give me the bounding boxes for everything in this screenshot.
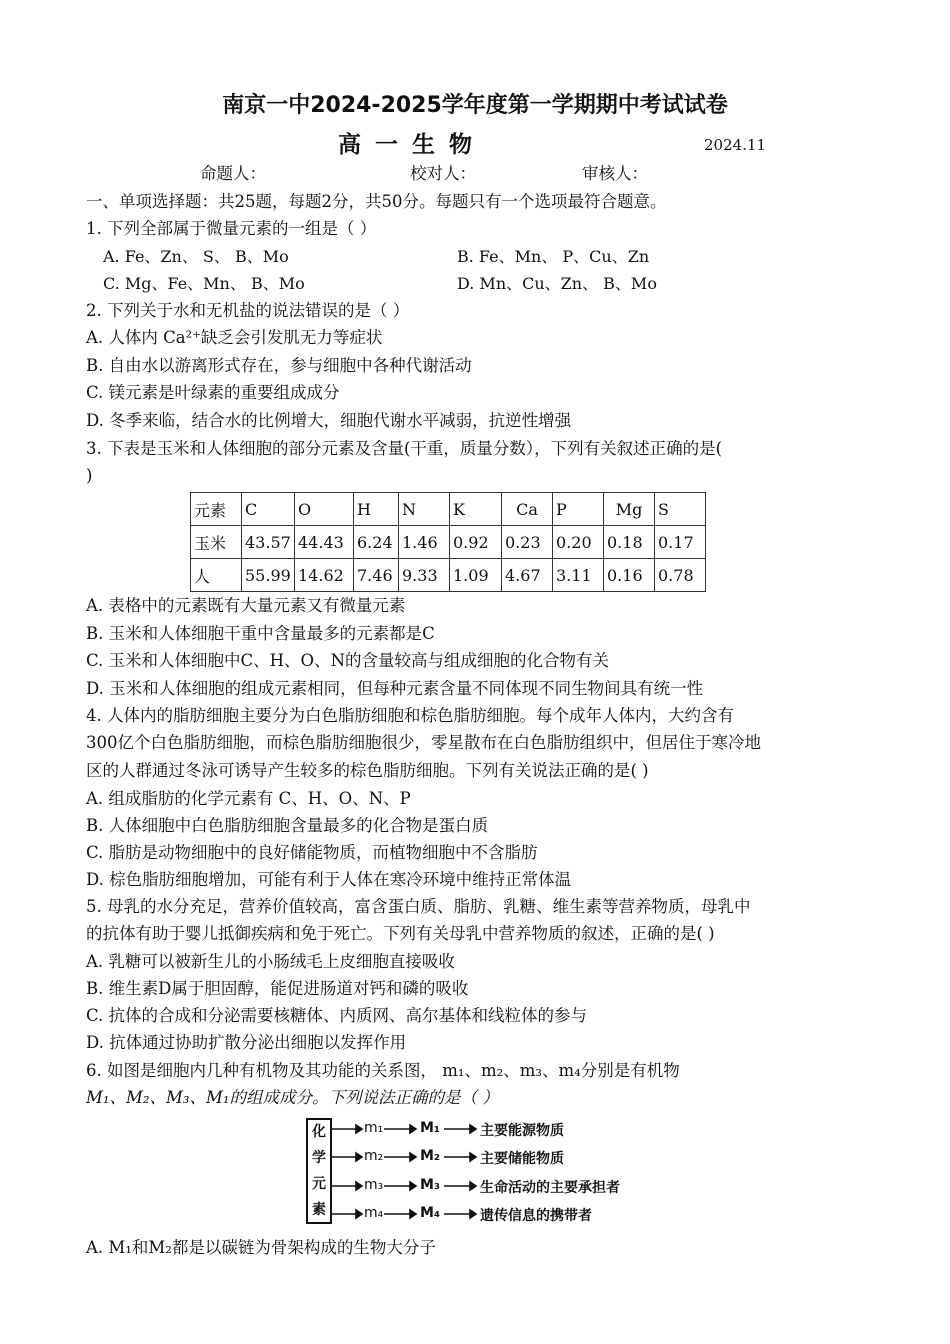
table-cell: P [553, 493, 604, 526]
function-label: 生命活动的主要承担者 [480, 1180, 620, 1196]
q3-stem: 3. 下表是玉米和人体细胞的部分元素及含量(干重，质量分数），下列有关叙述正确的是( [86, 439, 723, 458]
function-label: 主要储能物质 [480, 1151, 564, 1167]
table-cell: 6.24 [354, 526, 399, 559]
q1-option-c: C. Mg、Fe、Mn、 B、Mo [103, 274, 305, 293]
table-cell: Mg [604, 493, 655, 526]
table-cell: 43.57 [242, 526, 295, 559]
proofreader-label: 校对人： [410, 164, 476, 183]
q5-option-a: A. 乳糖可以被新生儿的小肠绒毛上皮细胞直接吸收 [86, 952, 455, 971]
table-cell: 0.18 [604, 526, 655, 559]
table-cell: 3.11 [553, 559, 604, 592]
function-label: 遗传信息的携带者 [480, 1208, 592, 1224]
element-table [190, 492, 706, 592]
q4-option-d: D. 棕色脂肪细胞增加，可能有利于人体在寒冷环境中维持正常体温 [86, 870, 572, 889]
q3-option-b: B. 玉米和人体细胞干重中含量最多的元素都是C [86, 624, 435, 643]
box-char: 学 [312, 1150, 326, 1166]
q4-option-c: C. 脂肪是动物细胞中的良好储能物质，而植物细胞中不含脂肪 [86, 843, 538, 862]
table-cell: N [399, 493, 450, 526]
table-cell: Ca [502, 493, 553, 526]
table-cell: 9.33 [399, 559, 450, 592]
box-char: 化 [312, 1124, 326, 1140]
table-cell: 玉米 [191, 526, 242, 559]
table-cell: 55.99 [242, 559, 295, 592]
q3-option-a: A. 表格中的元素既有大量元素又有微量元素 [86, 596, 406, 615]
q4-stem-3: 区的人群通过冬泳可诱导产生较多的棕色脂肪细胞。下列有关说法正确的是( ) [86, 761, 649, 780]
table-cell: 0.20 [553, 526, 604, 559]
q3-option-c: C. 玉米和人体细胞中C、H、O、N的含量较高与组成细胞的化合物有关 [86, 651, 610, 670]
diagram-lines [306, 1118, 650, 1226]
q3-stem-cont: ) [86, 466, 93, 485]
table-cell: 0.92 [450, 526, 502, 559]
m2-label: m₂ [364, 1148, 384, 1164]
q5-stem-2: 的抗体有助于婴儿抵御疾病和免于死亡。下列有关母乳中营养物质的叙述，正确的是( ) [86, 924, 715, 943]
q5-option-c: C. 抗体的合成和分泌需要核糖体、内质网、高尔基体和线粒体的参与 [86, 1006, 588, 1025]
q5-stem: 5. 母乳的水分充足，营养价值较高，富含蛋白质、脂肪、乳糖、维生素等营养物质，母乳中 [86, 897, 751, 916]
q4-stem-2: 300亿个白色脂肪细胞，而棕色脂肪细胞很少，零星散布在白色脂肪组织中，但居住于寒冷地 [86, 733, 761, 752]
q1-stem: 1. 下列全部属于微量元素的一组是（ ） [86, 219, 377, 238]
table-cell: 44.43 [295, 526, 354, 559]
table-cell: 0.17 [655, 526, 706, 559]
table-cell: 1.46 [399, 526, 450, 559]
table-cell: 0.23 [502, 526, 553, 559]
table-cell: 0.78 [655, 559, 706, 592]
author-label: 命题人： [200, 164, 266, 183]
q5-option-d: D. 抗体通过协助扩散分泌出细胞以发挥作用 [86, 1033, 407, 1052]
subject-title: 高一生物 [338, 132, 486, 158]
q4-option-a: A. 组成脂肪的化学元素有 C、H、O、N、P [86, 789, 411, 808]
q2-stem: 2. 下列关于水和无机盐的说法错误的是（ ） [86, 301, 410, 320]
q4-option-b: B. 人体细胞中白色脂肪细胞含量最多的化合物是蛋白质 [86, 816, 489, 835]
M2-label: M₂ [420, 1148, 441, 1164]
table-cell: H [354, 493, 399, 526]
table-cell: 7.46 [354, 559, 399, 592]
q2-option-b: B. 自由水以游离形式存在，参与细胞中各种代谢活动 [86, 356, 472, 375]
table-cell: 人 [191, 559, 242, 592]
q2-option-d: D. 冬季来临，结合水的比例增大，细胞代谢水平减弱，抗逆性增强 [86, 411, 572, 430]
q2-option-c: C. 镁元素是叶绿素的重要组成成分 [86, 383, 340, 402]
q3-option-d: D. 玉米和人体细胞的组成元素相同，但每种元素含量不同体现不同生物间具有统一性 [86, 679, 704, 698]
table-row [191, 526, 706, 559]
q2-option-a: A. 人体内 Ca²⁺缺乏会引发肌无力等症状 [86, 328, 383, 347]
section-heading: 一、单项选择题：共25题，每题2分，共50分。每题只有一个选项最符合题意。 [86, 192, 667, 211]
organic-matter-diagram [306, 1118, 650, 1226]
q5-option-b: B. 维生素D属于胆固醇，能促进肠道对钙和磷的吸收 [86, 979, 469, 998]
reviewer-label: 审核人： [582, 164, 648, 183]
M1-label: M₁ [420, 1120, 441, 1136]
function-label: 主要能源物质 [480, 1123, 564, 1139]
table-cell: S [655, 493, 706, 526]
exam-title: 南京一中2024-2025学年度第一学期期中考试试卷 [222, 93, 728, 118]
M3-label: M₃ [420, 1177, 441, 1193]
table-cell: 元素 [191, 493, 242, 526]
m3-label: m₃ [364, 1177, 384, 1193]
m4-label: m₄ [364, 1205, 384, 1221]
table-cell: C [242, 493, 295, 526]
table-cell: 14.62 [295, 559, 354, 592]
table-header-row [191, 493, 706, 526]
box-char: 元 [312, 1176, 326, 1192]
table-cell: O [295, 493, 354, 526]
table-cell: 4.67 [502, 559, 553, 592]
q1-option-b: B. Fe、Mn、 P、Cu、Zn [457, 247, 650, 266]
m1-label: m₁ [364, 1120, 384, 1136]
q6-stem: 6. 如图是细胞内几种有机物及其功能的关系图， m₁、m₂、m₃、m₄分别是有机物 [86, 1061, 680, 1080]
q1-option-a: A. Fe、Zn、 S、 B、Mo [103, 247, 289, 266]
box-char: 素 [312, 1202, 326, 1218]
q1-option-d: D. Mn、Cu、Zn、 B、Mo [457, 274, 657, 293]
table-cell: 0.16 [604, 559, 655, 592]
exam-date: 2024.11 [704, 136, 767, 154]
q6-stem-2: M₁、M₂、M₃、M₁的组成成分。下列说法正确的是（ ） [86, 1088, 499, 1107]
table-cell: 1.09 [450, 559, 502, 592]
table-cell: K [450, 493, 502, 526]
M4-label: M₄ [420, 1205, 441, 1221]
table-row [191, 559, 706, 592]
q4-stem: 4. 人体内的脂肪细胞主要分为白色脂肪细胞和棕色脂肪细胞。每个成年人体内，大约含有 [86, 706, 734, 725]
q6-option-a: A. M₁和M₂都是以碳链为骨架构成的生物大分子 [86, 1238, 436, 1257]
